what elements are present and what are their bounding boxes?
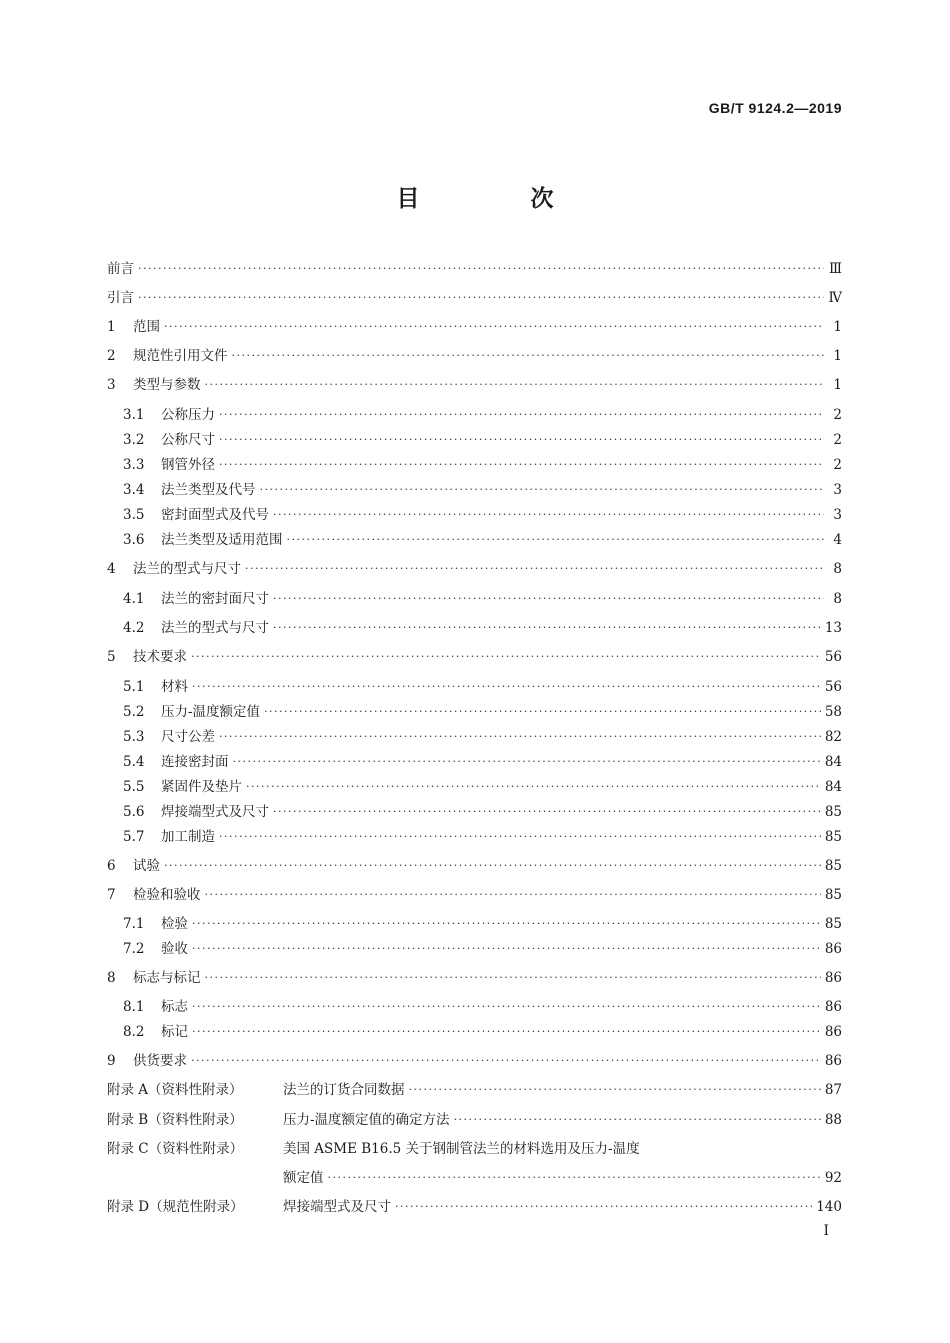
toc-page: 85: [824, 804, 842, 820]
toc-number: 5.1: [123, 679, 145, 695]
toc-page: 86: [824, 1024, 842, 1040]
toc-number: 3.1: [123, 407, 145, 423]
toc-entry-annex-a[interactable]: [107, 1077, 842, 1103]
toc-page: 92: [824, 1170, 842, 1186]
toc-label: 前言: [107, 261, 134, 277]
toc-entry-annex-c[interactable]: [107, 1136, 842, 1162]
toc-number: 5: [107, 649, 116, 665]
toc-page: 2: [833, 432, 842, 448]
toc-number: 4: [107, 561, 116, 577]
toc-page: 87: [824, 1082, 842, 1098]
leader-dots: [287, 527, 825, 553]
toc-label: 尺寸公差: [161, 729, 215, 745]
toc-entry[interactable]: [107, 1048, 842, 1074]
toc-page: 1: [833, 319, 842, 335]
toc-entry[interactable]: [107, 724, 842, 750]
toc-number: 2: [107, 348, 116, 364]
leader-dots: [192, 1019, 821, 1045]
toc-number: 3.4: [123, 482, 145, 498]
leader-dots: [395, 1194, 812, 1220]
toc-label: 类型与参数: [133, 377, 201, 393]
leader-dots: [164, 853, 821, 879]
toc-page: 85: [824, 916, 842, 932]
toc-page: 2: [833, 457, 842, 473]
toc-page: 140: [816, 1199, 842, 1215]
toc-page: 86: [824, 999, 842, 1015]
page-title: 目 次: [396, 186, 598, 212]
toc-number: 5.2: [123, 704, 145, 720]
leader-dots: [192, 994, 821, 1020]
leader-dots: [192, 936, 821, 962]
toc-page: 58: [824, 704, 842, 720]
toc-label: 连接密封面: [161, 754, 229, 770]
leader-dots: [205, 372, 825, 398]
toc-entry-foreword[interactable]: [107, 256, 842, 282]
toc-label: 法兰的订货合同数据: [283, 1082, 405, 1098]
toc-entry[interactable]: [107, 674, 842, 700]
standard-code: GB/T 9124.2—2019: [708, 100, 842, 116]
toc-number: 5.7: [123, 829, 145, 845]
leader-dots: [273, 502, 824, 528]
toc-entry[interactable]: [107, 402, 842, 428]
toc-page: 13: [824, 620, 842, 636]
page-number: Ⅰ: [823, 1223, 829, 1239]
leader-dots: [246, 774, 821, 800]
toc-page: 86: [824, 1053, 842, 1069]
toc-entry[interactable]: [107, 427, 842, 453]
leader-dots: [232, 343, 825, 369]
leader-dots: [219, 724, 821, 750]
toc-number: 5.4: [123, 754, 145, 770]
toc-page: 82: [824, 729, 842, 745]
toc-page: 84: [824, 779, 842, 795]
toc-number: 5.5: [123, 779, 145, 795]
toc-number: 3.5: [123, 507, 145, 523]
toc-label: 检验: [161, 916, 188, 932]
leader-dots: [192, 911, 821, 937]
toc-number: 附录 D（规范性附录）: [107, 1199, 244, 1215]
toc-number: 5.3: [123, 729, 145, 745]
toc-entry-annex-b[interactable]: [107, 1107, 842, 1133]
toc-entry[interactable]: [107, 477, 842, 503]
toc-page: 85: [824, 858, 842, 874]
toc-entry[interactable]: [107, 586, 842, 612]
toc-entry[interactable]: [107, 314, 842, 340]
toc-label: 加工制造: [161, 829, 215, 845]
toc-entry[interactable]: [107, 556, 842, 582]
toc-label: 标志与标记: [133, 970, 201, 986]
toc-entry[interactable]: [107, 527, 842, 553]
toc-label: 检验和验收: [133, 887, 201, 903]
toc-label: 密封面型式及代号: [161, 507, 269, 523]
leader-dots: [138, 256, 824, 282]
leader-dots: [328, 1165, 821, 1191]
toc-number: 1: [107, 319, 116, 335]
toc-entry[interactable]: [107, 699, 842, 725]
toc-entry[interactable]: [107, 994, 842, 1020]
toc-label: 法兰的型式与尺寸: [133, 561, 241, 577]
leader-dots: [219, 824, 821, 850]
toc-entry[interactable]: [107, 1019, 842, 1045]
toc-number: 6: [107, 858, 116, 874]
toc-entry[interactable]: [107, 936, 842, 962]
toc-number: 附录 B（资料性附录）: [107, 1112, 243, 1128]
toc-entry-annex-d[interactable]: [107, 1194, 842, 1220]
toc-label: 焊接端型式及尺寸: [283, 1199, 391, 1215]
toc-number: 3.2: [123, 432, 145, 448]
toc-number: 8: [107, 970, 116, 986]
toc-label: 额定值: [283, 1170, 324, 1186]
toc-entry[interactable]: [107, 372, 842, 398]
toc-label: 法兰类型及适用范围: [161, 532, 283, 548]
toc-page: 86: [824, 941, 842, 957]
toc-entry[interactable]: [107, 965, 842, 991]
leader-dots: [409, 1077, 821, 1103]
toc-page: 8: [833, 561, 842, 577]
toc-label: 范围: [133, 319, 160, 335]
toc-page: 1: [833, 377, 842, 393]
toc-entry[interactable]: [107, 882, 842, 908]
toc-number: 7: [107, 887, 116, 903]
toc-page: 2: [833, 407, 842, 423]
toc-label: 规范性引用文件: [133, 348, 228, 364]
toc-entry[interactable]: [107, 824, 842, 850]
toc-page: 85: [824, 887, 842, 903]
toc-label: 压力-温度额定值的确定方法: [283, 1112, 450, 1128]
leader-dots: [273, 615, 821, 641]
toc-entry[interactable]: [107, 799, 842, 825]
toc-label: 美国 ASME B16.5 关于钢制管法兰的材料选用及压力-温度: [283, 1141, 640, 1157]
toc-number: 5.6: [123, 804, 145, 820]
toc-label: 材料: [161, 679, 188, 695]
toc-page: Ⅲ: [828, 261, 842, 277]
toc-label: 试验: [133, 858, 160, 874]
leader-dots: [191, 644, 821, 670]
toc-page: 3: [833, 507, 842, 523]
toc-label: 标志: [161, 999, 188, 1015]
toc-page: 88: [824, 1112, 842, 1128]
leader-dots: [233, 749, 821, 775]
toc-number: 9: [107, 1053, 116, 1069]
toc-page: 56: [824, 649, 842, 665]
leader-dots: [245, 556, 824, 582]
toc-entry[interactable]: [107, 502, 842, 528]
toc-label: 标记: [161, 1024, 188, 1040]
toc-label: 钢管外径: [161, 457, 215, 473]
toc-page: 86: [824, 970, 842, 986]
toc-entry-introduction[interactable]: [107, 285, 842, 311]
leader-dots: [191, 1048, 821, 1074]
toc-number: 3.6: [123, 532, 145, 548]
toc-label: 法兰的型式与尺寸: [161, 620, 269, 636]
leader-dots: [205, 965, 821, 991]
toc-page: 4: [833, 532, 842, 548]
toc-entry[interactable]: [107, 452, 842, 478]
leader-dots: [219, 427, 824, 453]
leader-dots: [264, 699, 821, 725]
toc-entry[interactable]: [107, 615, 842, 641]
toc-page: 85: [824, 829, 842, 845]
toc-number: 附录 A（资料性附录）: [107, 1082, 243, 1098]
leader-dots: [164, 314, 824, 340]
toc-number: 附录 C（资料性附录）: [107, 1141, 244, 1157]
toc-entry[interactable]: [107, 749, 842, 775]
toc-label: 验收: [161, 941, 188, 957]
toc-entry-annex-c-continued[interactable]: [107, 1165, 842, 1191]
toc-entry[interactable]: [107, 644, 842, 670]
toc-page: 1: [833, 348, 842, 364]
toc-page: 3: [833, 482, 842, 498]
toc-number: 7.2: [123, 941, 145, 957]
leader-dots: [205, 882, 821, 908]
toc-label: 焊接端型式及尺寸: [161, 804, 269, 820]
toc-label: 引言: [107, 290, 134, 306]
toc-page: 8: [833, 591, 842, 607]
toc-label: 技术要求: [133, 649, 187, 665]
toc-number: 7.1: [123, 916, 145, 932]
toc-label: 法兰的密封面尺寸: [161, 591, 269, 607]
toc-entry[interactable]: [107, 343, 842, 369]
toc-number: 3.3: [123, 457, 145, 473]
toc-number: 4.2: [123, 620, 145, 636]
leader-dots: [219, 402, 824, 428]
leader-dots: [273, 799, 821, 825]
toc-number: 8.1: [123, 999, 145, 1015]
toc-number: 8.2: [123, 1024, 145, 1040]
leader-dots: [260, 477, 825, 503]
toc-page: 84: [824, 754, 842, 770]
toc-label: 压力-温度额定值: [161, 704, 261, 720]
toc-label: 公称压力: [161, 407, 215, 423]
toc-entry[interactable]: [107, 911, 842, 937]
leader-dots: [273, 586, 824, 612]
leader-dots: [219, 452, 824, 478]
leader-dots: [192, 674, 821, 700]
leader-dots: [138, 285, 824, 311]
toc-label: 供货要求: [133, 1053, 187, 1069]
toc-page: 56: [824, 679, 842, 695]
toc-entry[interactable]: [107, 774, 842, 800]
leader-dots: [454, 1107, 821, 1133]
toc-number: 4.1: [123, 591, 145, 607]
toc-label: 公称尺寸: [161, 432, 215, 448]
toc-page: Ⅳ: [828, 290, 842, 306]
toc-label: 法兰类型及代号: [161, 482, 256, 498]
toc-label: 紧固件及垫片: [161, 779, 242, 795]
toc-entry[interactable]: [107, 853, 842, 879]
toc-number: 3: [107, 377, 116, 393]
